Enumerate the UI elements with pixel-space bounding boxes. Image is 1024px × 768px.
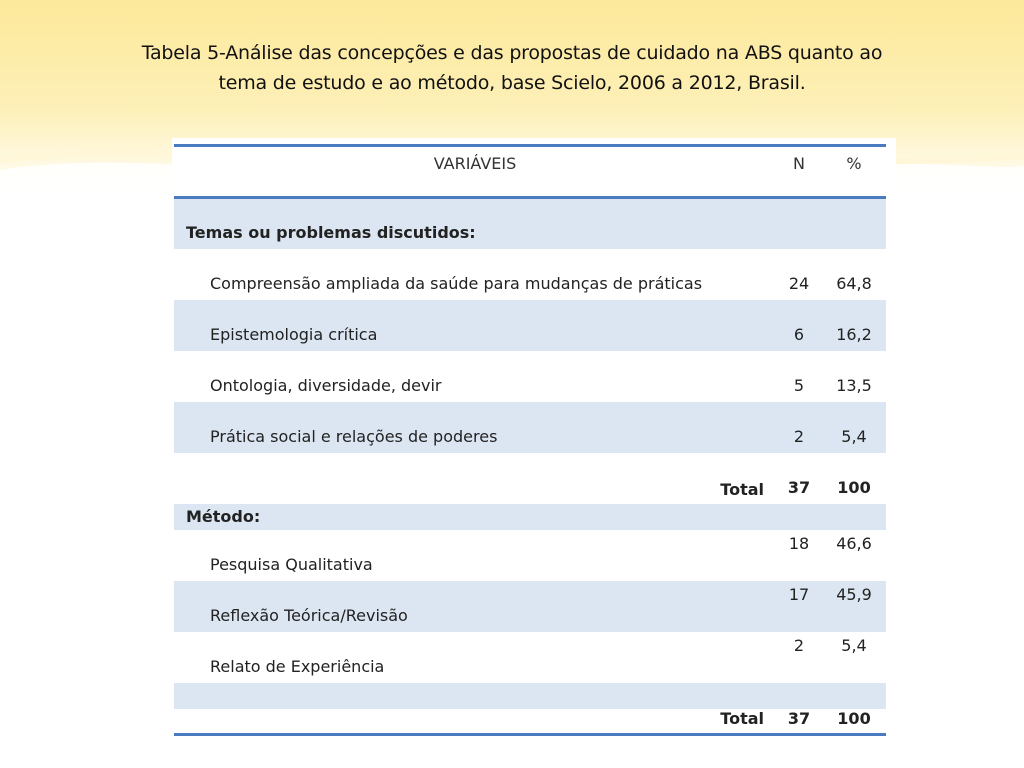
section-title-metodo: Método: [174,504,776,530]
table-row [174,632,886,683]
row-label: Ontologia, diversidade, devir [210,375,442,395]
row-pct: 45,9 [822,581,886,632]
header-variables: VARIÁVEIS [433,154,517,173]
table-row [174,402,886,453]
row-pct: 5,4 [841,635,867,655]
header-pct: % [846,154,862,173]
table-row [174,581,886,632]
table-row [174,300,886,351]
title-line-1: Tabela 5-Análise das concepções e das propostas de cuidado na ABS quanto ao [141,42,883,64]
row-label: Prática social e relações de poderes [174,402,776,453]
total-label: Total [720,479,764,499]
table-header-row [174,146,886,198]
header-n: N [793,154,805,173]
total-row [174,453,886,504]
total-row [174,709,886,735]
total-pct: 100 [837,477,871,497]
total-n: 37 [787,477,811,497]
table-container [172,138,896,743]
table-row [174,530,886,581]
section-title-temas: Temas ou problemas discutidos: [174,198,776,249]
table-row [174,351,886,402]
row-label: Compreensão ampliada da saúde para mudanças de práticas [210,273,703,293]
row-pct: 16,2 [822,300,886,351]
row-label: Reflexão Teórica/Revisão [174,581,776,632]
table-row [174,249,886,300]
row-pct: 64,8 [836,273,872,293]
section-title-row [174,198,886,249]
slide-title [40,38,984,98]
spacer-row [174,683,886,709]
row-pct: 13,5 [836,375,872,395]
row-label: Pesquisa Qualitativa [210,554,373,574]
total-pct: 100 [837,709,871,728]
row-n: 6 [776,300,822,351]
row-n: 2 [793,635,805,655]
row-n: 24 [788,273,810,293]
total-n: 37 [787,709,811,728]
section-title-row [174,504,886,530]
row-pct: 5,4 [822,402,886,453]
row-n: 2 [776,402,822,453]
row-n: 5 [793,375,805,395]
row-label: Relato de Experiência [210,656,385,676]
row-label: Epistemologia crítica [174,300,776,351]
total-label: Total [720,709,764,728]
title-line-2: tema de estudo e ao método, base Scielo, 2006 a 2012, Brasil. [218,72,806,94]
data-table [174,144,886,736]
row-n: 17 [776,581,822,632]
row-n: 18 [788,533,810,553]
row-pct: 46,6 [836,533,872,553]
